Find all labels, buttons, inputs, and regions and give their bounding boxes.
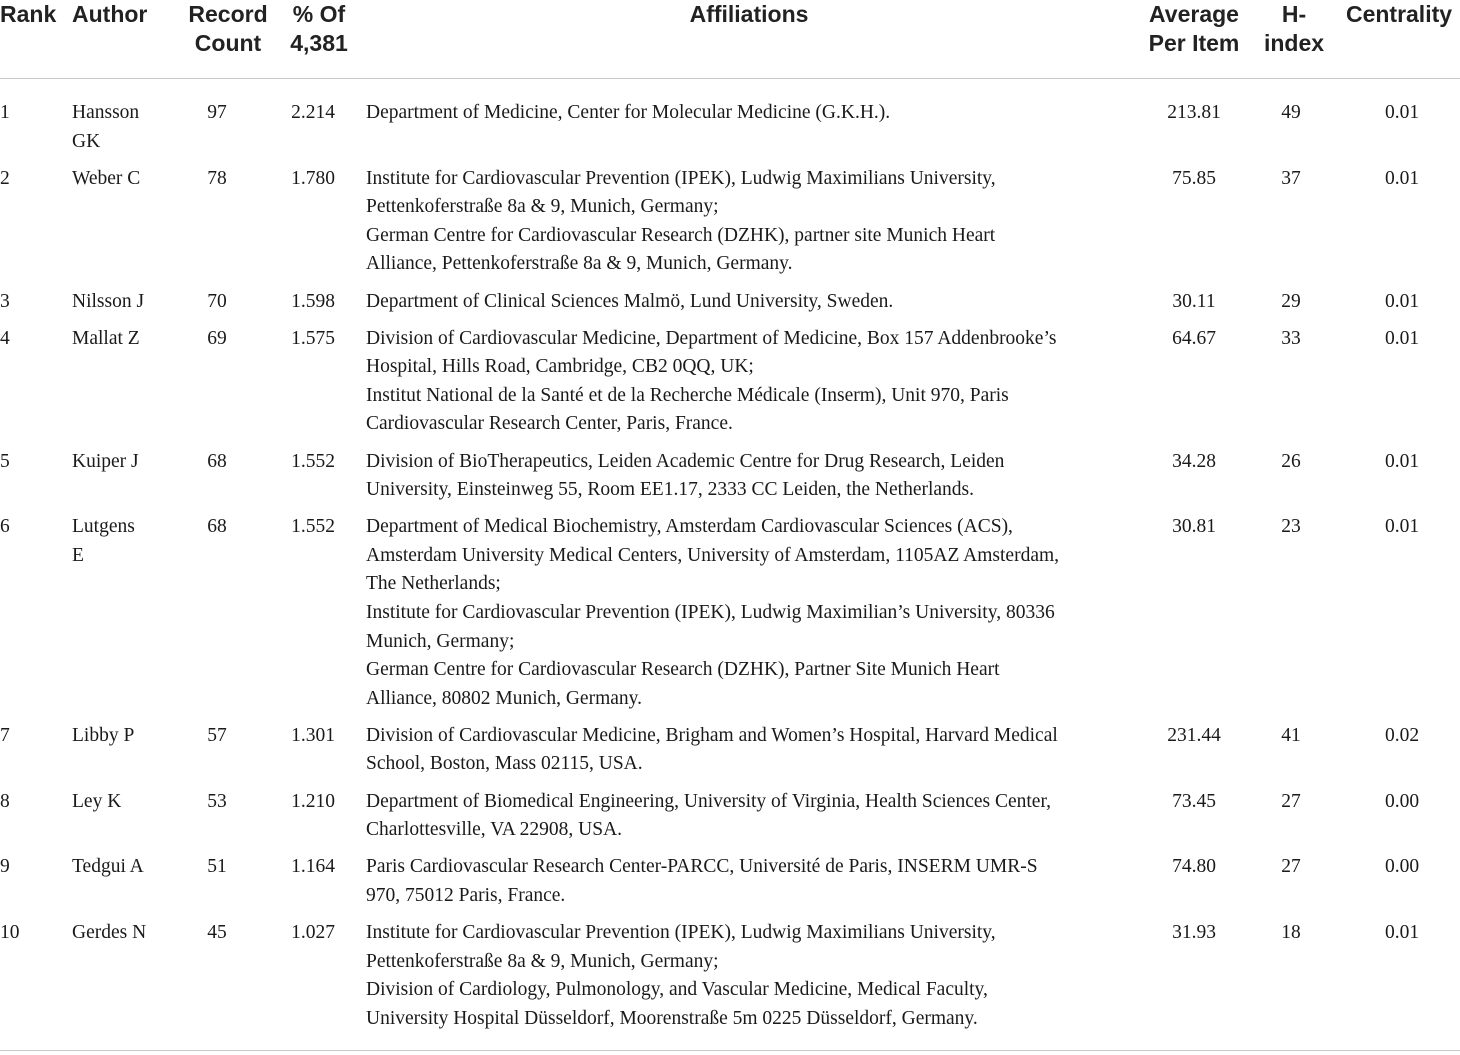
cell-affiliations-line: Department of Clinical Sciences Malmö, Lund University, Sweden.: [366, 290, 894, 312]
cell-affiliations-line: The Netherlands;: [366, 573, 501, 595]
cell-author: [72, 788, 178, 854]
header-record-count: [178, 0, 278, 79]
table-row: [0, 288, 1460, 325]
cell-affiliations-line: Department of Medicine, Center for Molecular Medicine (G.K.H.).: [366, 102, 891, 123]
cell-affiliations-line: German Centre for Cardiovascular Research (DZHK), Partner Site Munich Heart: [366, 659, 1000, 681]
cell-affiliations-line: German Centre for Cardiovascular Research (DZHK), partner site Munich Heart: [366, 224, 996, 246]
cell-author: [72, 288, 178, 325]
cell-affiliations-line: Division of Cardiovascular Medicine, Department of Medicine, Box 157 Addenbrooke’s: [366, 327, 1057, 349]
header-percent: [278, 0, 360, 79]
table-row: [0, 919, 1460, 1051]
cell-centrality: 0.01: [1384, 327, 1420, 349]
cell-rank: 2: [0, 167, 10, 189]
cell-centrality: 0.01: [1384, 167, 1420, 189]
cell-affiliations-line: Munich, Germany;: [366, 630, 515, 652]
cell-affiliations-line: School, Boston, Mass 02115, USA.: [366, 753, 643, 775]
table-row: [0, 79, 1460, 165]
cell-affiliations: [360, 853, 1138, 919]
cell-percent: 1.598: [291, 290, 335, 312]
cell-record-count: 68: [207, 450, 227, 472]
cell-author-line: Kuiper J: [72, 450, 139, 472]
cell-record-count: 69: [207, 327, 227, 349]
header-average-line-2: Per Item: [1148, 30, 1240, 56]
cell-author-line: Lutgens: [72, 516, 135, 538]
cell-affiliations-line: University Hospital Düsseldorf, Moorenstraße 5m 0225 Düsseldorf, Germany.: [366, 1007, 978, 1029]
header-average: [1138, 0, 1250, 79]
cell-author: [72, 919, 178, 1051]
cell-affiliations-line: Division of Cardiovascular Medicine, Brigham and Women’s Hospital, Harvard Medical: [366, 724, 1058, 746]
cell-affiliations-line: 970, 75012 Paris, France.: [366, 884, 566, 906]
cell-affiliations: [360, 288, 1138, 325]
cell-affiliations-line: University, Einsteinweg 55, Room EE1.17, 2333 CC Leiden, the Netherlands.: [366, 479, 975, 501]
cell-affiliations: [360, 919, 1138, 1051]
table-row: [0, 513, 1460, 722]
cell-average: 31.93: [1172, 921, 1216, 943]
cell-affiliations-line: Pettenkoferstraße 8a & 9, Munich, Germany;: [366, 196, 719, 218]
cell-average: 30.11: [1172, 290, 1216, 312]
table-row: [0, 853, 1460, 919]
table-header: [0, 0, 1460, 79]
cell-author: [72, 325, 178, 448]
cell-hindex: 27: [1281, 790, 1301, 812]
cell-author-line: Libby P: [72, 724, 135, 746]
cell-author: [72, 79, 178, 165]
cell-affiliations-line: Alliance, Pettenkoferstraße 8a & 9, Munich, Germany.: [366, 253, 793, 275]
cell-affiliations-line: Department of Biomedical Engineering, University of Virginia, Health Sciences Center,: [366, 790, 1052, 812]
cell-percent: 1.027: [291, 921, 335, 943]
header-hindex: [1250, 0, 1338, 79]
table-body: [0, 79, 1460, 1051]
cell-author-line: Nilsson J: [72, 290, 145, 312]
header-author: Author: [72, 1, 148, 27]
cell-record-count: 78: [207, 167, 227, 189]
cell-affiliations: [360, 165, 1138, 288]
cell-average: 213.81: [1167, 102, 1221, 123]
cell-average: 231.44: [1167, 724, 1221, 746]
cell-centrality: 0.02: [1384, 724, 1420, 746]
cell-hindex: 41: [1281, 724, 1301, 746]
table-row: [0, 165, 1460, 288]
cell-percent: 1.575: [291, 327, 335, 349]
header-hindex-line-1: H-: [1281, 1, 1307, 27]
header-row: [0, 0, 1460, 79]
cell-centrality: 0.01: [1384, 290, 1420, 312]
cell-record-count: 57: [207, 724, 227, 746]
cell-hindex: 33: [1281, 327, 1301, 349]
cell-average: 75.85: [1172, 167, 1216, 189]
cell-average: 30.81: [1172, 516, 1216, 538]
cell-author-line: E: [72, 544, 84, 566]
header-affiliations: Affiliations: [689, 1, 809, 27]
cell-author: [72, 722, 178, 788]
cell-rank: 4: [0, 327, 10, 349]
cell-percent: 2.214: [291, 102, 335, 123]
header-centrality: Centrality: [1345, 1, 1453, 27]
header-record-count-line-2: Count: [194, 30, 262, 56]
cell-affiliations: [360, 325, 1138, 448]
cell-average: 73.45: [1172, 790, 1216, 812]
header-percent-line-1: % Of: [292, 1, 346, 27]
cell-percent: 1.780: [291, 167, 335, 189]
cell-hindex: 27: [1281, 856, 1301, 878]
header-average-line-1: Average: [1149, 1, 1239, 27]
header-hindex-line-2: index: [1263, 30, 1325, 56]
cell-rank: 7: [0, 724, 10, 746]
cell-affiliations-line: Alliance, 80802 Munich, Germany.: [366, 687, 642, 709]
cell-centrality: 0.00: [1384, 856, 1420, 878]
cell-affiliations: [360, 513, 1138, 722]
cell-centrality: 0.01: [1384, 450, 1420, 472]
cell-percent: 1.164: [291, 856, 335, 878]
table-row: [0, 325, 1460, 448]
cell-record-count: 97: [207, 102, 227, 123]
cell-affiliations: [360, 448, 1138, 514]
cell-affiliations-line: Pettenkoferstraße 8a & 9, Munich, Germany;: [366, 950, 719, 972]
cell-rank: 5: [0, 450, 10, 472]
cell-author: [72, 448, 178, 514]
cell-average: 74.80: [1172, 856, 1216, 878]
cell-author-line: Tedgui A: [72, 856, 144, 878]
cell-affiliations-line: Institute for Cardiovascular Prevention (IPEK), Ludwig Maximilians University,: [366, 167, 996, 189]
cell-hindex: 37: [1281, 167, 1301, 189]
cell-percent: 1.301: [291, 724, 335, 746]
cell-average: 34.28: [1172, 450, 1216, 472]
cell-rank: 1: [0, 102, 10, 123]
table-row: [0, 788, 1460, 854]
cell-rank: 8: [0, 790, 10, 812]
cell-affiliations-line: Cardiovascular Research Center, Paris, France.: [366, 413, 733, 435]
cell-affiliations-line: Institute for Cardiovascular Prevention (IPEK), Ludwig Maximilians University,: [366, 921, 996, 943]
cell-author-line: Weber C: [72, 167, 141, 189]
cell-author-line: Mallat Z: [72, 327, 140, 349]
cell-affiliations-line: Hospital, Hills Road, Cambridge, CB2 0QQ, UK;: [366, 356, 754, 378]
cell-record-count: 53: [207, 790, 227, 812]
cell-rank: 10: [0, 921, 20, 943]
cell-affiliations: [360, 79, 1138, 165]
cell-affiliations-line: Institute for Cardiovascular Prevention (IPEK), Ludwig Maximilian’s University, 80336: [366, 602, 1055, 623]
cell-author-line: Ley K: [72, 790, 122, 812]
table-row: [0, 448, 1460, 514]
cell-hindex: 26: [1281, 450, 1301, 472]
cell-hindex: 18: [1281, 921, 1301, 943]
cell-author: [72, 513, 178, 722]
header-rank: Rank: [0, 1, 57, 27]
cell-percent: 1.552: [291, 516, 335, 538]
cell-author: [72, 853, 178, 919]
cell-affiliations-line: Division of BioTherapeutics, Leiden Academic Centre for Drug Research, Leiden: [366, 450, 1005, 472]
cell-percent: 1.210: [291, 790, 335, 812]
table-row: [0, 722, 1460, 788]
cell-affiliations-line: Division of Cardiology, Pulmonology, and Vascular Medicine, Medical Faculty,: [366, 979, 988, 1001]
cell-hindex: 23: [1281, 516, 1301, 538]
header-record-count-line-1: Record: [188, 1, 268, 27]
cell-centrality: 0.00: [1384, 790, 1420, 812]
cell-affiliations-line: Amsterdam University Medical Centers, University of Amsterdam, 1105AZ Amsterdam,: [366, 544, 1060, 566]
cell-hindex: 29: [1281, 290, 1301, 312]
cell-affiliations-line: Department of Medical Biochemistry, Amsterdam Cardiovascular Sciences (ACS),: [366, 516, 1013, 538]
cell-affiliations: [360, 788, 1138, 854]
cell-rank: 6: [0, 516, 10, 538]
cell-centrality: 0.01: [1384, 102, 1420, 123]
cell-average: 64.67: [1172, 327, 1216, 349]
cell-record-count: 51: [207, 856, 227, 878]
cell-hindex: 49: [1281, 102, 1301, 123]
cell-rank: 9: [0, 856, 10, 878]
cell-record-count: 45: [207, 921, 227, 943]
cell-affiliations-line: Charlottesville, VA 22908, USA.: [366, 819, 623, 841]
cell-author-line: Hansson: [72, 102, 140, 123]
cell-centrality: 0.01: [1384, 516, 1420, 538]
cell-affiliations-line: Paris Cardiovascular Research Center-PARCC, Université de Paris, INSERM UMR-S: [366, 856, 1038, 878]
header-percent-line-2: 4,381: [290, 30, 348, 56]
cell-record-count: 68: [207, 516, 227, 538]
cell-record-count: 70: [207, 290, 227, 312]
cell-rank: 3: [0, 290, 10, 312]
cell-author: [72, 165, 178, 288]
cell-author-line: GK: [72, 130, 101, 152]
cell-affiliations: [360, 722, 1138, 788]
cell-author-line: Gerdes N: [72, 921, 147, 943]
cell-affiliations-line: Institut National de la Santé et de la Recherche Médicale (Inserm), Unit 970, Paris: [366, 384, 1009, 406]
cell-percent: 1.552: [291, 450, 335, 472]
cell-centrality: 0.01: [1384, 921, 1420, 943]
